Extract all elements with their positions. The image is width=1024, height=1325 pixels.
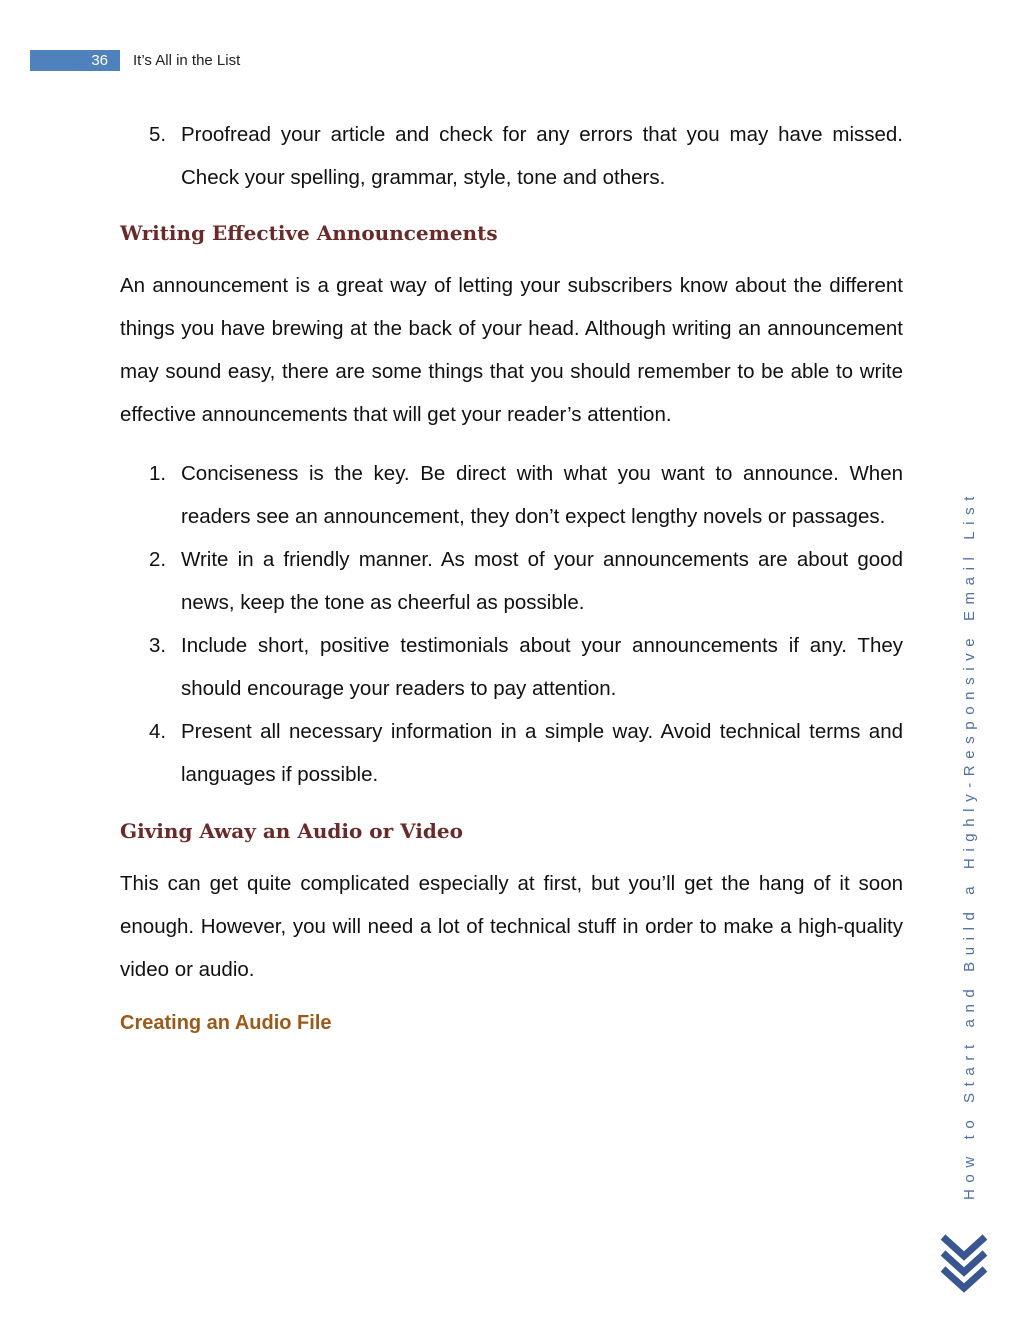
list-item-text: Proofread your article and check for any errors that you may have missed. Check your spelling, grammar, style, tone and others. xyxy=(181,123,903,189)
page-number: 36 xyxy=(91,52,108,69)
list-item-number: 4. xyxy=(149,720,167,743)
list-item xyxy=(120,710,903,796)
list-item-number: 2. xyxy=(149,548,167,571)
announcement-tips-list xyxy=(120,452,903,796)
page-body xyxy=(120,113,903,1037)
paragraph-audio-video: This can get quite complicated especially at first, but you’ll get the hang of it soon enough. However, you will need a lot of technical stuff in order to make a high-quality video or audio. xyxy=(120,872,903,981)
section-heading-announcements: Writing Effective Announcements xyxy=(120,221,498,245)
list-item-number: 5. xyxy=(149,123,167,146)
list-item-number: 1. xyxy=(149,462,167,485)
list-item-text: Conciseness is the key. Be direct with what you want to announce. When readers see an announcement, they don’t expect lengthy novels or passages. xyxy=(181,462,903,528)
double-chevron-down-icon xyxy=(936,1232,992,1298)
section-heading-audio-video: Giving Away an Audio or Video xyxy=(120,819,463,843)
list-continued xyxy=(120,113,903,199)
running-title: It’s All in the List xyxy=(133,52,241,69)
list-item xyxy=(120,452,903,538)
paragraph-announcements: An announcement is a great way of letting your subscribers know about the different things you have brewing at the back of your head. Although writing an announcement may sound easy, there are some things that you should remember to be able to write effective announcements that will get your reader’s attention. xyxy=(120,274,903,426)
subsection-heading-audio-file: Creating an Audio File xyxy=(120,1012,332,1034)
list-item-text: Write in a friendly manner. As most of your announcements are about good news, keep the tone as cheerful as possible. xyxy=(181,548,903,614)
list-item xyxy=(120,624,903,710)
side-book-title: How to Start and Build a Highly-Responsive Email List xyxy=(961,490,978,1200)
list-item xyxy=(120,538,903,624)
list-item-number: 3. xyxy=(149,634,167,657)
list-item xyxy=(120,113,903,199)
list-item-text: Include short, positive testimonials about your announcements if any. They should encourage your readers to pay attention. xyxy=(181,634,903,700)
list-item-text: Present all necessary information in a simple way. Avoid technical terms and languages if possible. xyxy=(181,720,903,786)
